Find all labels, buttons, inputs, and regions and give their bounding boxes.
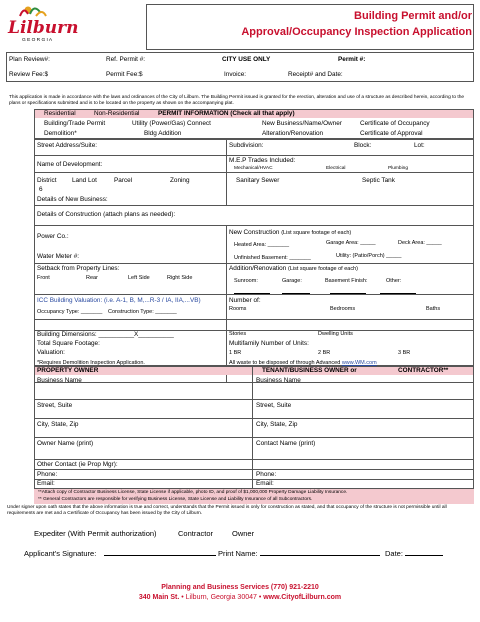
city-use-label: CITY USE ONLY — [222, 56, 271, 63]
power-co-label[interactable]: Power Co.: — [37, 233, 69, 240]
construction-type-field[interactable]: Construction Type: _______ — [108, 309, 177, 315]
review-fee-label: Review Fee:$ — [9, 71, 49, 78]
setback-left[interactable]: Left Side — [128, 275, 150, 281]
page-title-line2: Approval/Occupancy Inspection Application — [241, 26, 472, 38]
contact-name-print[interactable]: Contact Name (print) — [256, 440, 316, 447]
permit-no-label: Permit #: — [338, 56, 366, 63]
footer-city: • Lilburn, Georgia 30047 • — [179, 594, 264, 601]
residential-option[interactable]: Residential — [44, 110, 76, 117]
utility-patio-field[interactable]: Utility: (Patio/Porch) _____ — [336, 253, 402, 259]
setback-right[interactable]: Right Side — [167, 275, 193, 281]
mep-plumbing[interactable]: Plumbing — [388, 166, 408, 171]
mep-mechanical[interactable]: Mechanical/HVAC — [234, 166, 273, 171]
new-construction-label: New Construction — [229, 229, 280, 236]
owner-city-state-zip[interactable]: City, State, Zip — [37, 421, 79, 428]
basement-line — [330, 287, 366, 294]
dwelling-units-field[interactable]: Dwelling Units — [318, 331, 353, 337]
garage-line — [282, 287, 310, 294]
new-construction-note: (List square footage of each) — [281, 230, 352, 236]
waste-link[interactable]: www.WM.com — [341, 360, 377, 366]
date-line[interactable] — [405, 549, 443, 556]
signature-label: Applicant's Signature: — [24, 549, 97, 558]
occupancy-type-field[interactable]: Occupancy Type: _______ — [37, 309, 103, 315]
mep-electrical[interactable]: Electrical — [326, 166, 346, 171]
demolition-note: *Requires Demolition Inspection Application. — [37, 360, 145, 366]
opt-new-business[interactable]: New Business/Name/Owner — [262, 120, 342, 127]
baths-field[interactable]: Baths — [426, 306, 441, 312]
district-value[interactable]: 6 — [39, 186, 43, 193]
contractor-heading: CONTRACTOR** — [398, 367, 449, 374]
water-meter-label[interactable]: Water Meter #: — [37, 253, 80, 260]
note-contractor-docs: **Attach copy of Contractor Business License, State License if applicable, photo ID, and proof of $1,000,000 Property Damage Liability Insurance. — [38, 490, 348, 495]
district-label: District — [37, 177, 57, 184]
br2-field[interactable]: 2 BR — [318, 350, 331, 356]
rooms-field[interactable]: Rooms — [229, 306, 247, 312]
stories-field[interactable]: Stories — [229, 331, 247, 337]
logo-sub: G E O R G I A — [22, 38, 53, 43]
multifamily-label: Multifamily Number of Units: — [229, 340, 309, 347]
new-construction-heading — [229, 229, 351, 236]
setback-front[interactable]: Front — [37, 275, 50, 281]
plan-review-label: Plan Review#: — [9, 56, 50, 63]
signature-line[interactable] — [104, 549, 216, 556]
opt-building-trade[interactable]: Building/Trade Permit — [44, 120, 106, 127]
print-name-line[interactable] — [260, 549, 380, 556]
invoice-label: Invoice: — [224, 71, 247, 78]
permit-fee-label: Permit Fee:$ — [106, 71, 143, 78]
heated-area-field[interactable]: Heated Area: _______ — [234, 242, 290, 248]
other-contact-field[interactable]: Other Contact (ie Prop Mgr): — [37, 461, 118, 468]
footer-website[interactable]: www.CityofLilburn.com — [263, 594, 342, 601]
block-label[interactable]: Block: — [354, 142, 372, 149]
opt-utility-connect[interactable]: Utility (Power/Gas) Connect — [132, 120, 211, 127]
zoning-label: Zoning — [170, 177, 190, 184]
other-field[interactable]: Other: — [386, 278, 402, 284]
opt-certificate-approval[interactable]: Certificate of Approval — [360, 130, 423, 137]
sanitary-sewer-option[interactable]: Sanitary Sewer — [236, 177, 280, 184]
unfinished-basement-field[interactable]: Unfinished Basement: _______ — [234, 255, 311, 261]
deck-area-field[interactable]: Deck Area: _____ — [398, 240, 442, 246]
owners-box — [34, 366, 474, 489]
opt-alteration[interactable]: Alteration/Renovation — [262, 130, 324, 137]
owner-name-print[interactable]: Owner Name (print) — [37, 440, 94, 447]
footer-street: 340 Main St. — [138, 594, 180, 601]
note-general-contractors: ** General Contractors are responsible for verifying Business License, State License and Liability Insurance of all Subcontractors. — [38, 497, 313, 502]
opt-certificate-occupancy[interactable]: Certificate of Occupancy — [360, 120, 430, 127]
valuation-field[interactable]: Valuation: — [37, 349, 65, 356]
date-label: Date: — [385, 549, 403, 558]
building-dimensions-field[interactable]: Building Dimensions: __________X__________ — [37, 331, 174, 338]
logo-brand: Lilburn — [8, 18, 79, 38]
page-title-line1: Building Permit and/or — [354, 10, 472, 22]
sunroom-field[interactable]: Sunroom: — [234, 278, 258, 284]
owner-option[interactable]: Owner — [232, 529, 255, 538]
icc-valuation-label: ICC Building Valuation: (i.e. A-1, B, M,...R-3 / IA, IIA,...VB) — [37, 297, 201, 304]
intro-text: This application is made in accordance with the laws and ordinances of the City of Lilburn. The Building Permit issued is granted for the erection, alteration and use of a structure as described herein, according to the plans or specifications submitted and is to be located on the property as shown on the accompanying plat. — [9, 95, 465, 106]
footer-department: Planning and Business Services (770) 921-2210 — [161, 584, 319, 591]
setback-rear[interactable]: Rear — [86, 275, 98, 281]
owner-business-name[interactable]: Business Name — [37, 377, 82, 384]
land-lot-label: Land Lot — [72, 177, 97, 184]
addition-note: (List square footage of each) — [287, 266, 358, 272]
br3-field[interactable]: 3 BR — [398, 350, 411, 356]
footer-address — [0, 594, 480, 601]
construction-label[interactable]: Details of Construction (attach plans as needed): — [37, 211, 176, 218]
septic-tank-option[interactable]: Septic Tank — [362, 177, 395, 184]
opt-demolition[interactable]: Demolition* — [44, 130, 77, 137]
number-of-label: Number of: — [229, 297, 261, 304]
owner-email[interactable]: Email: — [37, 480, 55, 487]
expediter-option[interactable]: Expediter (With Permit authorization) — [34, 529, 157, 538]
sunroom-line — [234, 287, 270, 294]
br1-field[interactable]: 1 BR — [229, 350, 242, 356]
non-residential-option[interactable]: Non-Residential — [94, 110, 140, 117]
receipt-label: Receipt# and Date: — [288, 71, 343, 78]
tenant-heading: TENANT/BUSINESS OWNER or — [262, 367, 357, 374]
mep-label: M.E.P Trades Included: — [229, 157, 296, 164]
addition-heading — [229, 265, 358, 272]
lot-label[interactable]: Lot: — [414, 142, 425, 149]
oath-text: Under signer upon oath states that the above information is true and correct, understands that the Permit issued is only for construction as stated, and that occupancy of the structure is not permissible until all requirements are met and a Certificate of Occupancy has been issued by the City of Lilburn. — [7, 505, 447, 516]
owner-phone[interactable]: Phone: — [37, 471, 58, 478]
garage-area-field[interactable]: Garage Area: _____ — [326, 240, 376, 246]
bedrooms-field[interactable]: Bedrooms — [330, 306, 356, 312]
contractor-option[interactable]: Contractor — [178, 529, 214, 538]
ref-permit-label: Ref. Permit #: — [106, 56, 146, 63]
development-label[interactable]: Name of Development: — [37, 161, 103, 168]
permit-info-heading: PERMIT INFORMATION (Check all that apply) — [158, 110, 295, 117]
city-logo — [6, 2, 79, 46]
street-address-label[interactable]: Street Address/Suite: — [37, 142, 98, 149]
print-name-label: Print Name: — [218, 549, 258, 558]
opt-bldg-addition[interactable]: Bldg Addition — [144, 130, 182, 137]
basement-finish-field[interactable]: Basement Finish: — [325, 278, 368, 284]
garage-field[interactable]: Garage: — [282, 278, 302, 284]
tenant-email[interactable]: Email: — [256, 480, 274, 487]
addition-label: Addition/Renovation — [229, 265, 287, 272]
new-business-label[interactable]: Details of New Business: — [37, 196, 108, 203]
other-line — [380, 287, 416, 294]
waste-note-text: All waste to be disposed of through Advanced — [229, 360, 342, 366]
parcel-label: Parcel — [114, 177, 133, 184]
subdivision-label[interactable]: Subdivision: — [229, 142, 264, 149]
tenant-business-name[interactable]: Business Name — [256, 377, 301, 384]
property-owner-heading: PROPERTY OWNER — [37, 367, 99, 374]
owner-street-suite[interactable]: Street, Suite — [37, 402, 73, 409]
tenant-phone[interactable]: Phone: — [256, 471, 277, 478]
setback-label: Setback from Property Lines: — [37, 265, 120, 272]
tenant-street-suite[interactable]: Street, Suite — [256, 402, 292, 409]
tenant-city-state-zip[interactable]: City, State, Zip — [256, 421, 298, 428]
total-sqft-field[interactable]: Total Square Footage: — [37, 340, 100, 347]
